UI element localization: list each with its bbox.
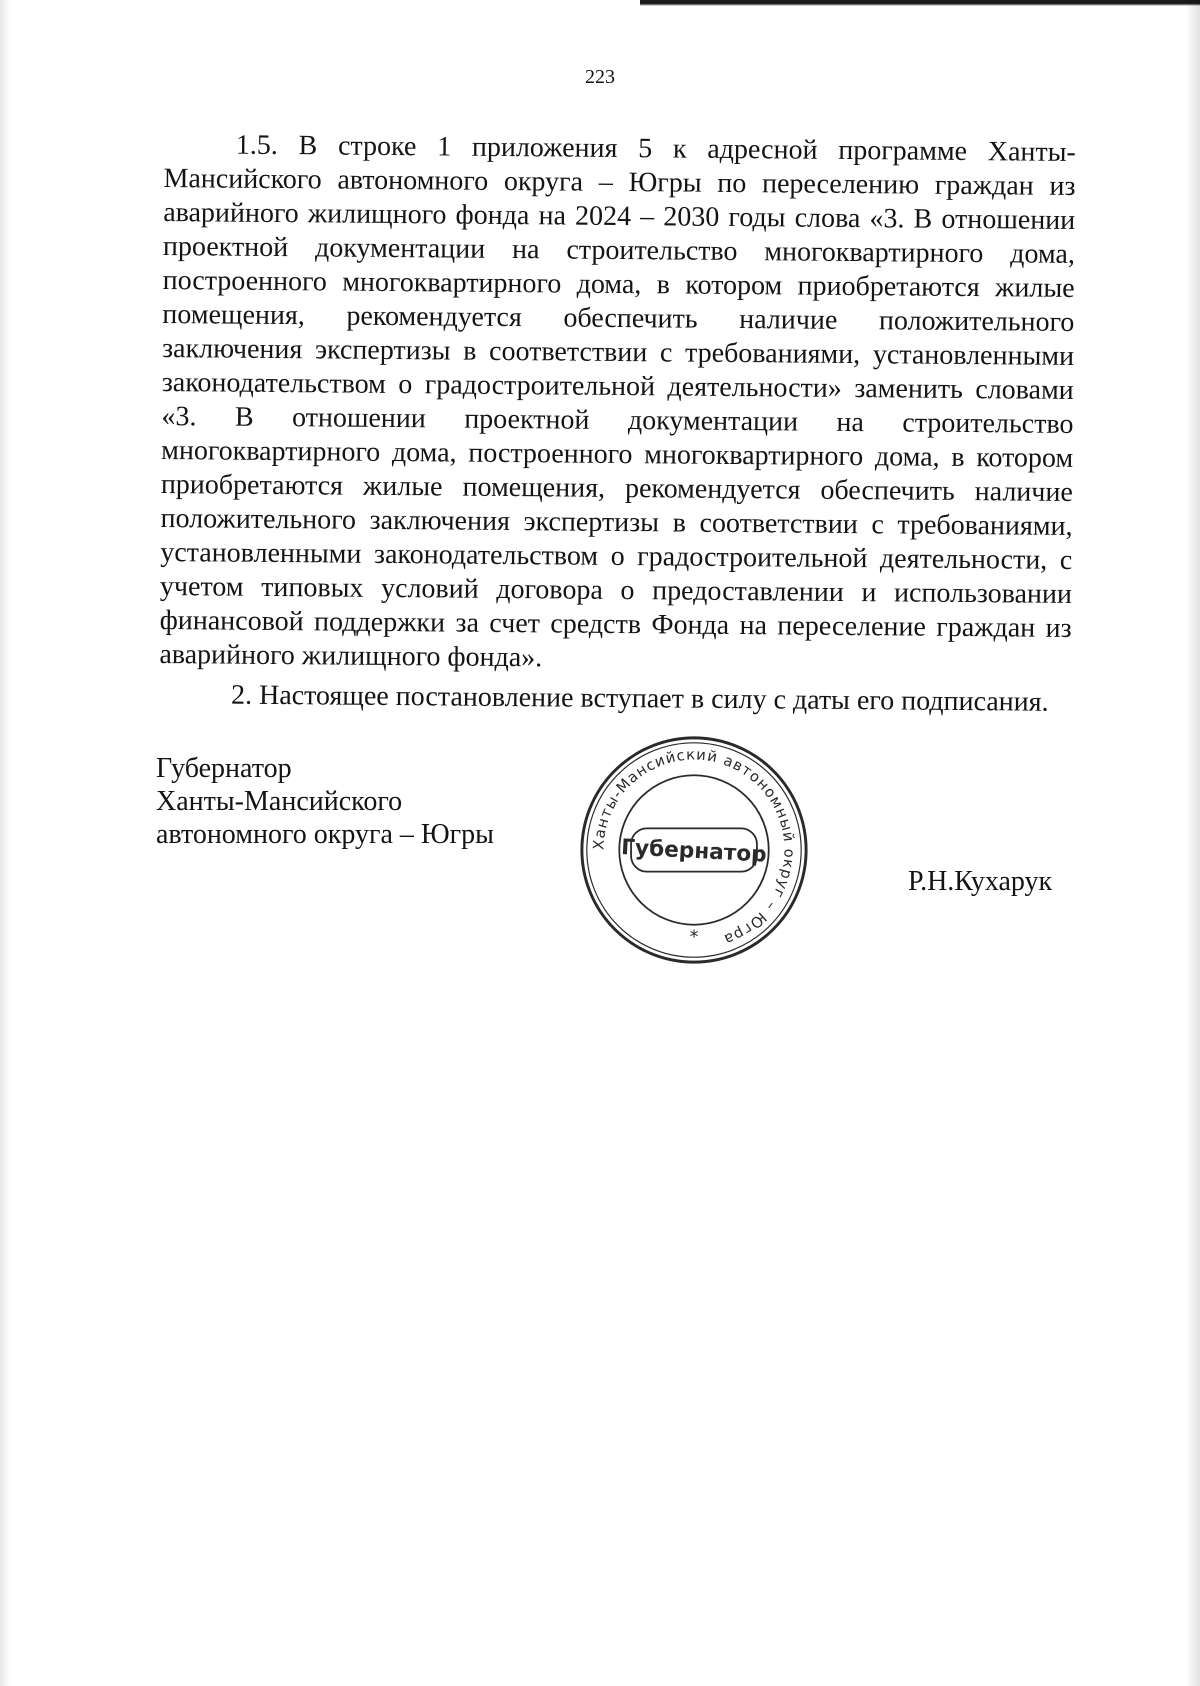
document-body (159, 128, 1076, 720)
scan-top-edge (640, 0, 1200, 6)
scan-left-edge (0, 0, 10, 1686)
seal-star: * (689, 927, 699, 948)
scan-right-edge (1186, 0, 1200, 1686)
signatory-title-line-2: Ханты-Мансийского (156, 786, 403, 817)
official-seal (576, 732, 812, 968)
signatory-name: Р.Н.Кухарук (908, 866, 1053, 897)
signatory-title (156, 752, 494, 851)
page-number: 223 (585, 66, 615, 88)
seal-outer-text-path: Ханты-Мансийский автономный округ – Югра (590, 746, 798, 949)
signatory-title-line-1: Губернатор (156, 753, 292, 784)
seal-center-text: Губернатор (620, 835, 768, 868)
paragraph-1-5: 1.5. В строке 1 приложения 5 к адресной программе Ханты-Мансийского автономного округа – Югры по переселению граждан из аварийного жилищного фонда на 2024 – 2030 годы слова «3. В отношении проектной документации на строительство многоквартирного дома, построенного многоквартирного дома, в котором приобретаются жилые помещения, рекомендуется обеспечить наличие положительного заключения экспертизы в соответствии с требованиями, установленными законодательством о градостроительной деятельности» заменить словами «3. В отношении проектной документации на строительство многоквартирного дома, построенного многоквартирного дома, в котором приобретаются жилые помещения, рекомендуется обеспечить наличие положительного заключения экспертизы в соответствии с требованиями, установленными законодательством о градостроительной деятельности, с учетом типовых условий договора о предоставлении и использовании финансовой поддержки за счет средств Фонда на переселение граждан из аварийного жилищного фонда». (159, 129, 1076, 674)
signatory-title-line-3: автономного округа – Югры (156, 819, 494, 850)
paragraph-2: 2. Настоящее постановление вступает в силу с даты его подписания. (230, 679, 1049, 718)
